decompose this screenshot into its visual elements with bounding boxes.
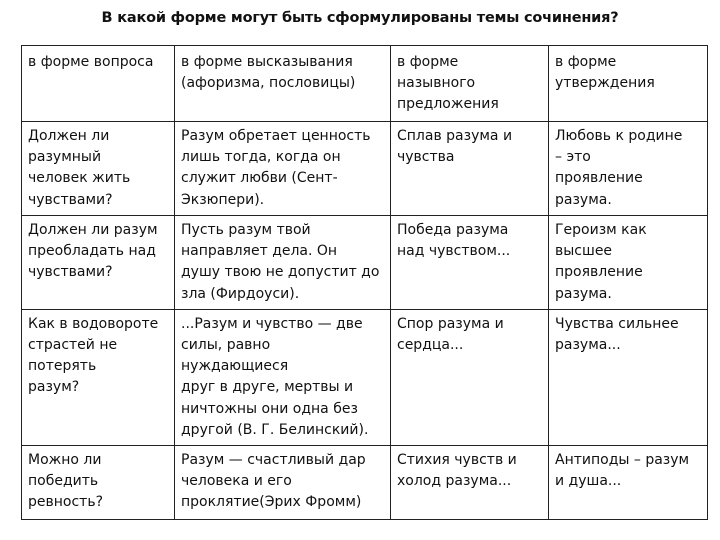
table-cell: Победа разума над чувством...: [391, 216, 549, 310]
header-cell-statement-form: в форме высказывания (афоризма, пословицы): [175, 46, 391, 122]
themes-table: [21, 45, 708, 520]
table-cell: Любовь к родине – это проявление разума.: [549, 122, 708, 216]
table-cell: Сплав разума и чувства: [391, 122, 549, 216]
table-cell: ...Разум и чувство — две силы, равно нуждающиеся друг в друге, мертвы и ничтожны они одна без другой (В. Г. Белинский).: [175, 309, 391, 445]
header-cell-assertion-form: в форме утверждения: [549, 46, 708, 122]
table-row: [22, 216, 708, 310]
table-cell: Героизм как высшее проявление разума.: [549, 216, 708, 310]
table-cell: Чувства сильнее разума...: [549, 309, 708, 445]
header-cell-nominal-sentence-form: в форме назывного предложения: [391, 46, 549, 122]
table-cell: Антиподы – разум и душа...: [549, 446, 708, 520]
table-row: [22, 446, 708, 520]
table-cell: Пусть разум твой направляет дела. Он душу твою не допустит до зла (Фирдоуси).: [175, 216, 391, 310]
header-cell-question-form: в форме вопроса: [22, 46, 175, 122]
table-cell: Как в водовороте страстей не потерять разум?: [22, 309, 175, 445]
table-cell: Спор разума и сердца...: [391, 309, 549, 445]
table-row: [22, 309, 708, 445]
table-row: [22, 122, 708, 216]
table-cell: Разум — счастливый дар человека и его проклятие(Эрих Фромм): [175, 446, 391, 520]
table-cell: Разум обретает ценность лишь тогда, когда он служит любви (Сент- Экзюпери).: [175, 122, 391, 216]
table-cell: Стихия чувств и холод разума...: [391, 446, 549, 520]
table-cell: Можно ли победить ревность?: [22, 446, 175, 520]
table-header-row: [22, 46, 708, 122]
table-cell: Должен ли разумный человек жить чувствами?: [22, 122, 175, 216]
page-title: В какой форме могут быть сформулированы темы сочинения?: [101, 10, 619, 26]
table-cell: Должен ли разум преобладать над чувствами?: [22, 216, 175, 310]
